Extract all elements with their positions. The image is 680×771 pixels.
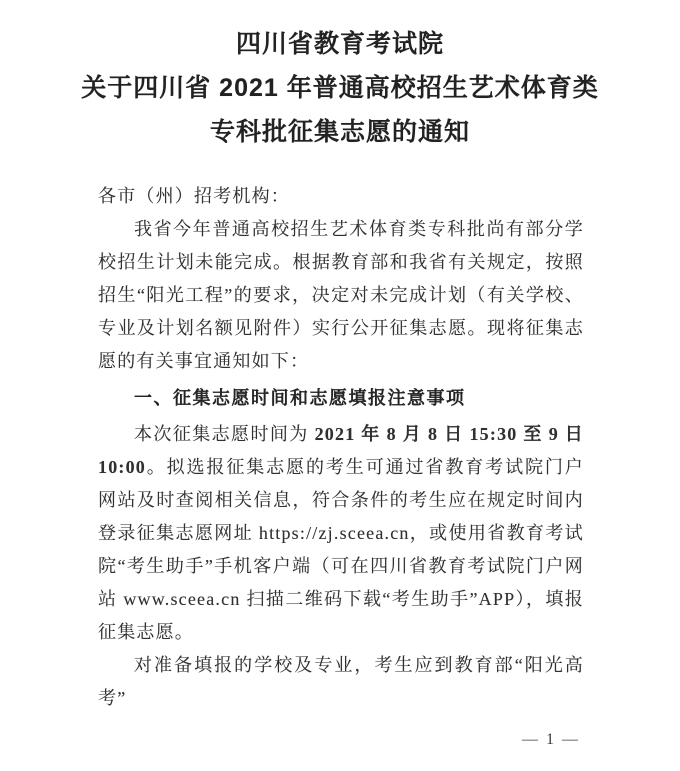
intro-paragraph: 我省今年普通高校招生艺术体育类专科批尚有部分学校招生计划未能完成。根据教育部和我省有关规定，按照招生“阳光工程”的要求，决定对未完成计划（有关学校、专业及计划名额见附件）实行公开征集志愿。现将征集志愿的有关事宜通知如下：	[98, 219, 584, 371]
salutation: 各市（州）招考机构：	[98, 186, 290, 206]
title-line-issuer: 四川省教育考试院	[235, 30, 444, 58]
time-paragraph-suffix: 。拟选报征集志愿的考生可通过省教育考试院门户网站及时查阅相关信息，符合条件的考生应在规定时间内登录征集志愿网址 https://zj.sceea.cn，或使用省教育考试院“考生助手”手机客户端（可在四川省教育考试院门户网站 www.sceea.cn 扫描二维码下载“考生助手”APP），填报征集志愿。	[98, 457, 584, 642]
deadline-datetime: 2021 年 8 月 8 日 15:30 至 9 日 10:00	[98, 424, 584, 477]
section-1-heading: 一、征集志愿时间和志愿填报注意事项	[134, 388, 466, 408]
page-number: — 1 —	[522, 731, 580, 748]
time-paragraph	[98, 418, 584, 649]
sunshine-paragraph: 对准备填报的学校及专业，考生应到教育部“阳光高考”	[98, 655, 584, 708]
title-line-subject: 关于四川省 2021 年普通高校招生艺术体育类	[81, 74, 599, 102]
title-line-notice-type: 专科批征集志愿的通知	[209, 118, 470, 146]
time-paragraph-prefix: 本次征集志愿时间为	[134, 424, 315, 444]
document-title	[0, 0, 680, 154]
document-body	[98, 180, 584, 715]
